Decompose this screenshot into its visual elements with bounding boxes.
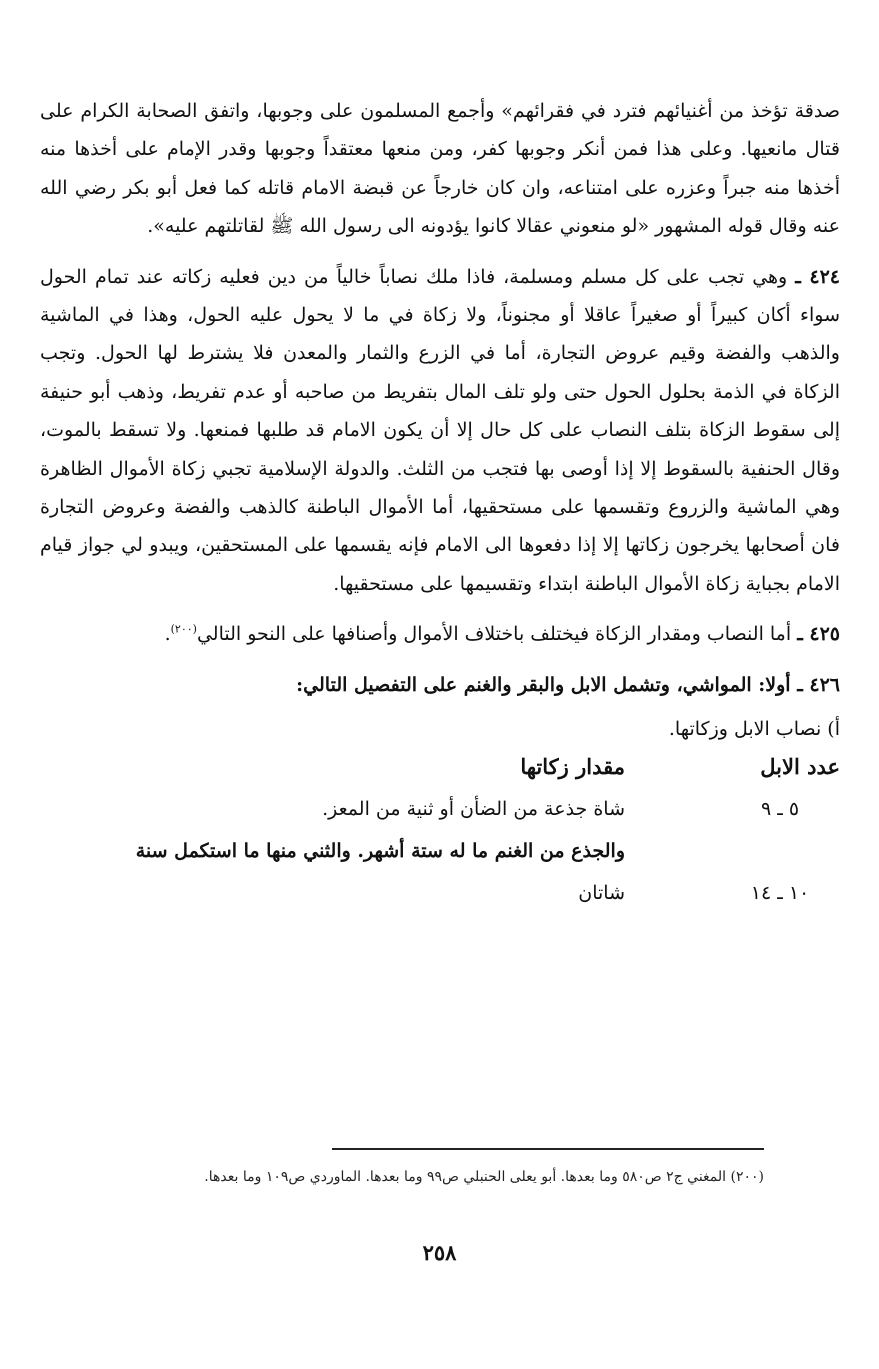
footnote-divider: [332, 1148, 764, 1150]
table-cell-desc: شاتان: [578, 881, 625, 904]
paragraph-intro-text: صدقة تؤخذ من أغنيائهم فترد في فقرائهم» وأجمع المسلمون على وجوبها، واتفق الصحابة الكرام على قتال مانعيها. وعلى هذا فمن أنكر وجوبها كفر، ومن منعها معتقداً وجوبها وقدر الإمام على أخذها منه أخذها منه جبراً وعزره على امتناعه، وان كان خارجاً عن قبضة الامام قاتله كما فعل أبو بكر رضي الله عنه وقال قوله المشهور «لو منعوني عقالا كانوا يؤدونه الى رسول الله ﷺ لقاتلتهم عليه».: [40, 100, 840, 238]
camel-zakat-table: [40, 754, 840, 944]
paragraph-number-425: ٤٢٥ ـ: [797, 623, 840, 646]
table-cell-range: ١٠ ـ ١٤: [750, 881, 810, 904]
footnote-200: (٢٠٠) المغني ج٢ ص٥٨٠ وما بعدها. أبو يعلى الحنبلي ص٩٩ وما بعدها. الماوردي ص١٠٩ وما بعدها.: [204, 1169, 764, 1185]
paragraph-424-text: وهي تجب على كل مسلم ومسلمة، فاذا ملك نصاباً خالياً من دين فعليه زكاته عند تمام الحول سواء أكان كبيراً أو صغيراً عاقلا أو مجنوناً، ولا زكاة في ما لا يحول عليه الحول، وهذا في الماشية والذهب والفضة وقيم عروض التجارة، أما في الزرع والثمار والمعدن فلا يشترط لها الحول. وتجب الزكاة في الذمة بحلول الحول حتى ولو تلف المال بتفريط من صاحبه أو عدم تفريط، وذهب أبو حنيفة إلى سقوط الزكاة بتلف النصاب على كل حال إلا أن يكون الامام قد طلبها فمنعها. ولا تسقط بالموت، وقال الحنفية بالسقوط إلا إذا أوصى بها فتجب من الثلث. والدولة الإسلامية تجبي زكاة الأموال الظاهرة وهي الماشية والزروع وتقسمها على مستحقيها، أما الأموال الباطنة كالذهب والفضة وعروض التجارة فان أصحابها يخرجون زكاتها إلا إذا دفعوها الى الامام فإنه يقسمها على المستحقين، ويبدو لي جواز قيام الامام بجباية زكاة الأموال الباطنة ابتداء وتقسيمها على مستحقيها.: [40, 265, 840, 595]
table-cell-desc: شاة جذعة من الضأن أو ثنية من المعز.: [322, 797, 625, 820]
paragraph-424: [40, 258, 840, 604]
paragraph-number-424: ٤٢٤ ـ: [795, 265, 840, 288]
section-426-text: أولا: المواشي، وتشمل الابل والبقر والغنم على التفصيل التالي:: [296, 673, 791, 696]
subsection-a-heading: [40, 710, 840, 748]
paragraph-425: [40, 615, 840, 653]
table-cell-desc: والجذع من الغنم ما له ستة أشهر. والثني منها ما استكمل سنة: [135, 839, 625, 862]
paragraph-number-426: ٤٢٦ ـ: [797, 673, 840, 696]
page-body: [40, 92, 840, 944]
table-header-count: عدد الابل: [760, 753, 840, 779]
subsection-a-text: أ) نصاب الابل وزكاتها.: [668, 717, 840, 740]
table-cell-range: ٥ ـ ٩: [760, 797, 800, 820]
section-426-heading: [40, 666, 840, 704]
page-number: ٢٥٨: [422, 1240, 457, 1265]
paragraph-425-text: أما النصاب ومقدار الزكاة فيختلف باختلاف الأموال وأصنافها على النحو التالي: [196, 623, 792, 646]
footnote-ref-200: (٢٠٠): [170, 622, 197, 636]
table-header-amount: مقدار زكاتها: [520, 753, 625, 779]
paragraph-425-end: .: [164, 623, 171, 646]
paragraph-intro: [40, 92, 840, 246]
